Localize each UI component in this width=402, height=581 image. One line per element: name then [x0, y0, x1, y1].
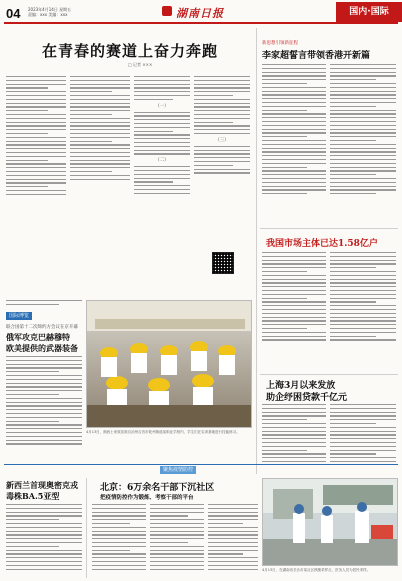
lead-text-col-1 — [6, 76, 66, 296]
lead-text-col-3 — [134, 76, 190, 276]
bottom-col-2 — [150, 504, 204, 578]
column-divider — [256, 28, 257, 474]
newspaper-logo-icon — [162, 6, 172, 16]
right-top-col-1 — [262, 64, 326, 224]
section-rule — [4, 464, 398, 465]
bottom-photo-caption: 4月13日，在湖南省长沙市某社区核酸采样点，医务人员为居民采样。 — [262, 568, 371, 572]
lead-subhead-2: （二） — [155, 158, 169, 164]
column-divider — [86, 478, 87, 578]
bottom-headline-1: 北京：6万余名干部下沉社区 — [100, 483, 215, 493]
lead-photo — [86, 300, 252, 428]
lead-text-col-4 — [194, 76, 250, 276]
bottom-left-headline-1: 新西兰首现奥密克戎 — [6, 480, 78, 490]
left-headline-1: 俄军攻克巴赫穆特 — [6, 332, 70, 342]
bottom-photo — [262, 478, 398, 566]
bottom-left-text — [6, 504, 82, 578]
lead-subhead-1: （一） — [155, 103, 169, 109]
right-top-headline: 李家超誓言带领香港开新篇 — [262, 51, 371, 61]
divider — [260, 374, 398, 375]
page-number: 04 — [6, 6, 21, 21]
bottom-headline-2: 把疫情防控作为锻炼、考察干部的平台 — [100, 495, 194, 501]
masthead — [0, 0, 402, 34]
right-mid-col-1 — [262, 252, 326, 372]
bottom-col-3 — [208, 504, 258, 578]
lead-text-col-2 — [70, 76, 130, 276]
lead-byline: □ 记者 ××× — [128, 62, 153, 67]
date-line: 2023年4月14日 星期五 责编：xxx 美编：xxx — [28, 7, 72, 17]
right-mid-headline-2: 助企纾困贷款千亿元 — [266, 393, 348, 403]
lead-headline: 在青春的赛道上奋力奔跑 — [42, 42, 219, 60]
section-label-international: 国际博览 — [6, 312, 32, 320]
qr-code-icon — [212, 252, 234, 274]
bottom-left-headline-2: 毒株BA.5亚型 — [6, 491, 60, 501]
left-kicker: 联合国第十二次缔约方会议在京开幕 — [6, 325, 78, 330]
right-mid-col-2 — [330, 252, 396, 372]
lead-text-tail — [6, 300, 82, 310]
lead-subhead-3: （三） — [215, 137, 229, 143]
newspaper-name: 湖南日报 — [176, 7, 224, 20]
header-rule — [4, 22, 398, 24]
bottom-col-1 — [92, 504, 146, 578]
left-section-text — [6, 356, 82, 452]
right-mid-headline-1: 上海3月以来发放 — [266, 381, 336, 391]
section-tag: 国内·国际 — [336, 2, 402, 22]
right-top-col-2 — [330, 64, 396, 224]
divider — [260, 228, 398, 229]
left-headline-2: 欧美提供的武器装备 — [6, 343, 78, 353]
right-kicker: 新思想引领新征程 — [262, 41, 298, 46]
lead-photo-caption: 4月13日，湘西土家族苗族自治州吉首市乾州街道某职业学校内，学生们在实训基地进行技能练习。 — [86, 430, 240, 434]
right-banner-headline: 我国市场主体已达1.58亿户 — [266, 239, 378, 249]
section-label-covid: 聚焦疫情防控 — [160, 466, 196, 474]
